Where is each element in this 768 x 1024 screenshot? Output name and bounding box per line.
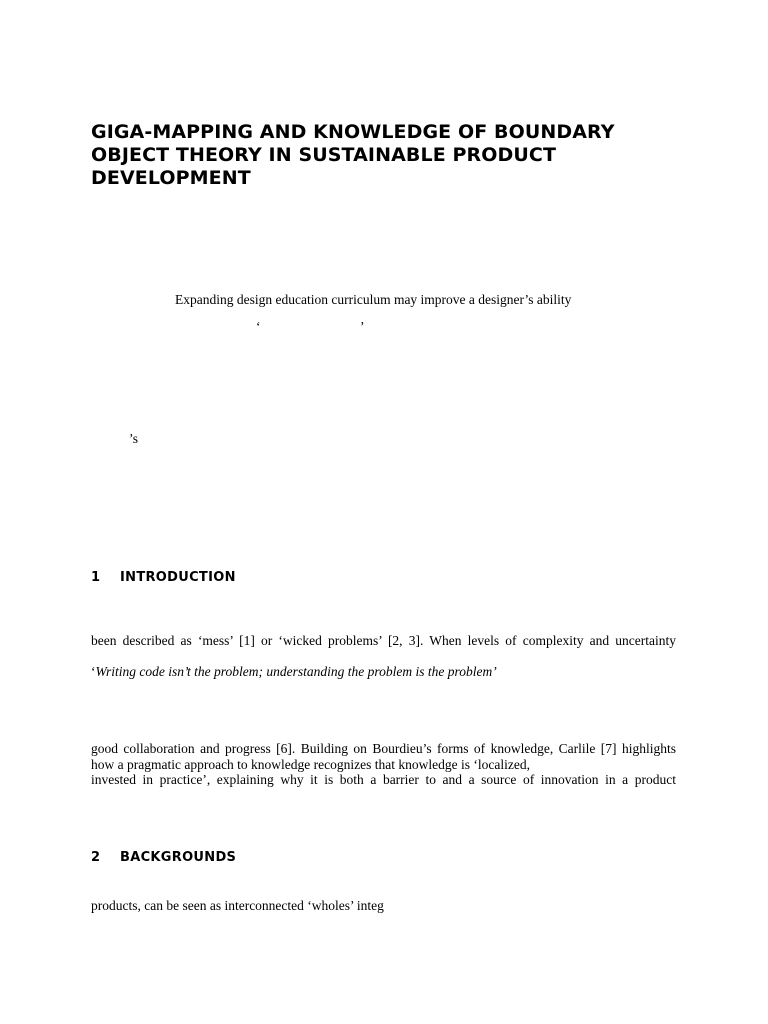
abstract-fragment-open-quote: ‘ xyxy=(256,319,261,334)
title-line: GIGA-MAPPING AND KNOWLEDGE OF BOUNDARY xyxy=(91,121,615,143)
intro-paragraph-2 xyxy=(91,741,676,788)
title-line: DEVELOPMENT xyxy=(91,167,251,189)
abstract-fragment-close-quote: ’ xyxy=(360,319,365,334)
title-line: OBJECT THEORY IN SUSTAINABLE PRODUCT xyxy=(91,144,556,166)
paragraph-line: how a pragmatic approach to knowledge recognizes that knowledge is ‘localized, xyxy=(91,756,530,772)
abstract-line: Expanding design education curriculum may improve a designer’s ability xyxy=(175,292,572,307)
paper-title xyxy=(91,121,691,190)
quote-open-mark: ‘ xyxy=(91,664,96,679)
section-heading-introduction xyxy=(91,570,236,585)
abstract-fragment-possessive: ’s xyxy=(129,431,139,446)
intro-paragraph-1 xyxy=(91,633,676,649)
paragraph-line: good collaboration and progress [6]. Building on Bourdieu’s forms of knowledge, Carlile [7] highlights xyxy=(91,741,676,756)
intro-quote xyxy=(91,664,497,680)
backgrounds-paragraph: products, can be seen as interconnected ‘wholes’ integ xyxy=(91,898,384,913)
section-heading-backgrounds xyxy=(91,850,236,865)
section-number: 1 xyxy=(91,570,101,585)
section-title: BACKGROUNDS xyxy=(120,850,237,865)
quote-text: Writing code isn’t the problem; understanding the problem is the problem’ xyxy=(95,664,497,679)
section-title: INTRODUCTION xyxy=(120,570,236,585)
section-number: 2 xyxy=(91,850,101,865)
paragraph-line: been described as ‘mess’ [1] or ‘wicked problems’ [2, 3]. When levels of complexity and uncertainty xyxy=(91,633,676,648)
paragraph-line: invested in practice’, explaining why it is both a barrier to and a source of innovation in a product xyxy=(91,772,676,787)
